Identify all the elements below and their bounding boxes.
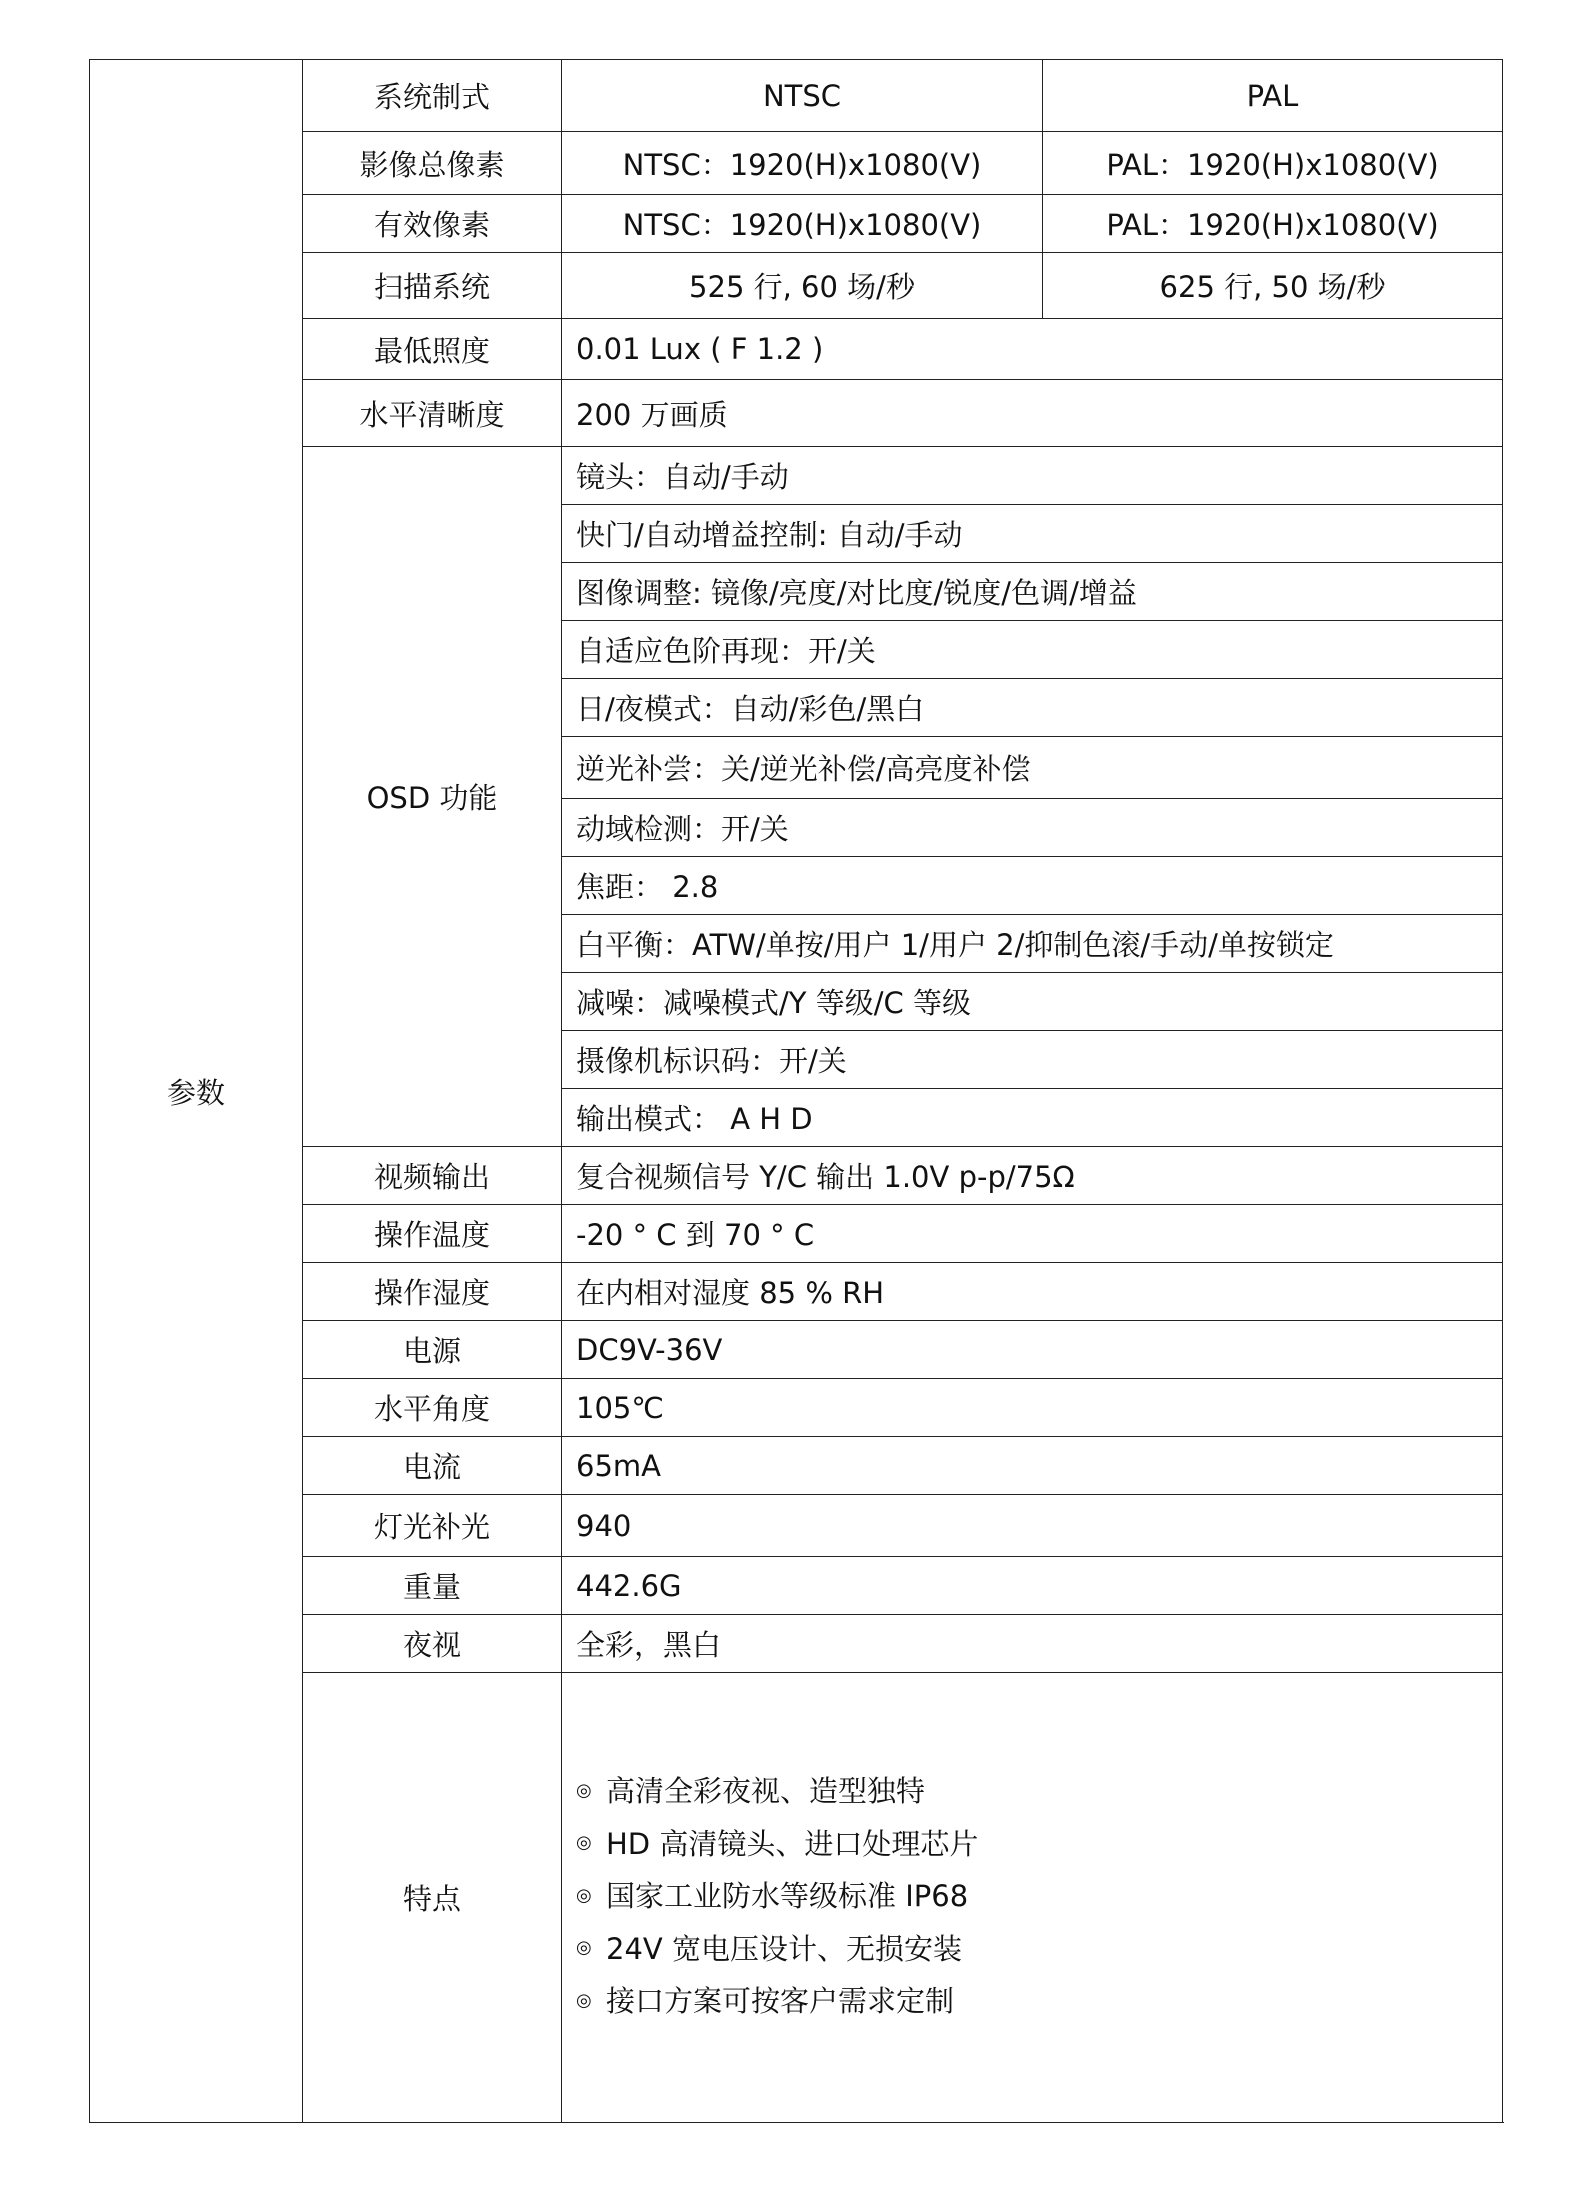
list-item bbox=[576, 1924, 1488, 1977]
osd-item: 减噪：减噪模式/Y 等级/C 等级 bbox=[562, 973, 1503, 1031]
pal-value: PAL：1920(H)x1080(V) bbox=[1043, 132, 1503, 195]
list-item bbox=[576, 1766, 1488, 1819]
features-list bbox=[576, 1766, 1488, 2029]
features-group-label: 特点 bbox=[303, 1673, 562, 2123]
row-label: 水平角度 bbox=[303, 1379, 562, 1437]
osd-item: 自适应色阶再现：开/关 bbox=[562, 621, 1503, 679]
row-label: 最低照度 bbox=[303, 319, 562, 380]
spec-table bbox=[89, 59, 1503, 2123]
row-label: 有效像素 bbox=[303, 195, 562, 253]
system-format-label: 系统制式 bbox=[303, 60, 562, 132]
osd-item: 摄像机标识码：开/关 bbox=[562, 1031, 1503, 1089]
row-label: 影像总像素 bbox=[303, 132, 562, 195]
row-value: 0.01 Lux ( F 1.2 ) bbox=[562, 319, 1503, 380]
bullet-icon: ◎ bbox=[576, 1832, 592, 1854]
params-group-label: 参数 bbox=[90, 60, 303, 2123]
features-cell bbox=[562, 1673, 1503, 2123]
row-label: 视频输出 bbox=[303, 1147, 562, 1205]
row-label: 水平清晰度 bbox=[303, 380, 562, 447]
ntsc-value: NTSC：1920(H)x1080(V) bbox=[562, 195, 1043, 253]
osd-item: 日/夜模式：自动/彩色/黑白 bbox=[562, 679, 1503, 737]
osd-item: 焦距： 2.8 bbox=[562, 857, 1503, 915]
row-label: 扫描系统 bbox=[303, 253, 562, 319]
osd-item: 输出模式： A H D bbox=[562, 1089, 1503, 1147]
row-value: 105℃ bbox=[562, 1379, 1503, 1437]
osd-item: 图像调整: 镜像/亮度/对比度/锐度/色调/增益 bbox=[562, 563, 1503, 621]
row-value: DC9V-36V bbox=[562, 1321, 1503, 1379]
row-label: 电源 bbox=[303, 1321, 562, 1379]
osd-item: 快门/自动增益控制: 自动/手动 bbox=[562, 505, 1503, 563]
pal-value: PAL：1920(H)x1080(V) bbox=[1043, 195, 1503, 253]
osd-item: 镜头：自动/手动 bbox=[562, 447, 1503, 505]
row-label: 操作湿度 bbox=[303, 1263, 562, 1321]
osd-item: 白平衡：ATW/单按/用户 1/用户 2/抑制色滚/手动/单按锁定 bbox=[562, 915, 1503, 973]
row-value: 442.6G bbox=[562, 1557, 1503, 1615]
row-value: 在内相对湿度 85 % RH bbox=[562, 1263, 1503, 1321]
pal-value: 625 行, 50 场/秒 bbox=[1043, 253, 1503, 319]
feature-text: 24V 宽电压设计、无损安装 bbox=[606, 1931, 962, 1966]
row-label: 重量 bbox=[303, 1557, 562, 1615]
osd-item: 动域检测：开/关 bbox=[562, 799, 1503, 857]
list-item bbox=[576, 1976, 1488, 2029]
feature-text: 高清全彩夜视、造型独特 bbox=[606, 1774, 926, 1809]
row-label: 电流 bbox=[303, 1437, 562, 1495]
bullet-icon: ◎ bbox=[576, 1937, 592, 1959]
feature-text: 接口方案可按客户需求定制 bbox=[606, 1984, 955, 2019]
row-value: 复合视频信号 Y/C 输出 1.0V p-p/75Ω bbox=[562, 1147, 1503, 1205]
table-row bbox=[90, 60, 1503, 132]
ntsc-header: NTSC bbox=[562, 60, 1043, 132]
feature-text: 国家工业防水等级标准 IP68 bbox=[606, 1879, 969, 1914]
list-item bbox=[576, 1819, 1488, 1872]
row-value: 200 万画质 bbox=[562, 380, 1503, 447]
row-label: 夜视 bbox=[303, 1615, 562, 1673]
osd-item: 逆光补尝：关/逆光补偿/高亮度补偿 bbox=[562, 737, 1503, 799]
row-value: 全彩，黑白 bbox=[562, 1615, 1503, 1673]
ntsc-value: 525 行, 60 场/秒 bbox=[562, 253, 1043, 319]
row-label: 灯光补光 bbox=[303, 1495, 562, 1557]
bullet-icon: ◎ bbox=[576, 1779, 592, 1801]
list-item bbox=[576, 1871, 1488, 1924]
row-value: 940 bbox=[562, 1495, 1503, 1557]
bullet-icon: ◎ bbox=[576, 1884, 592, 1906]
osd-label: OSD 功能 bbox=[303, 447, 562, 1147]
bullet-icon: ◎ bbox=[576, 1989, 592, 2011]
row-value: 65mA bbox=[562, 1437, 1503, 1495]
pal-header: PAL bbox=[1043, 60, 1503, 132]
row-label: 操作温度 bbox=[303, 1205, 562, 1263]
ntsc-value: NTSC：1920(H)x1080(V) bbox=[562, 132, 1043, 195]
row-value: -20 ° C 到 70 ° C bbox=[562, 1205, 1503, 1263]
feature-text: HD 高清镜头、进口处理芯片 bbox=[606, 1826, 979, 1861]
